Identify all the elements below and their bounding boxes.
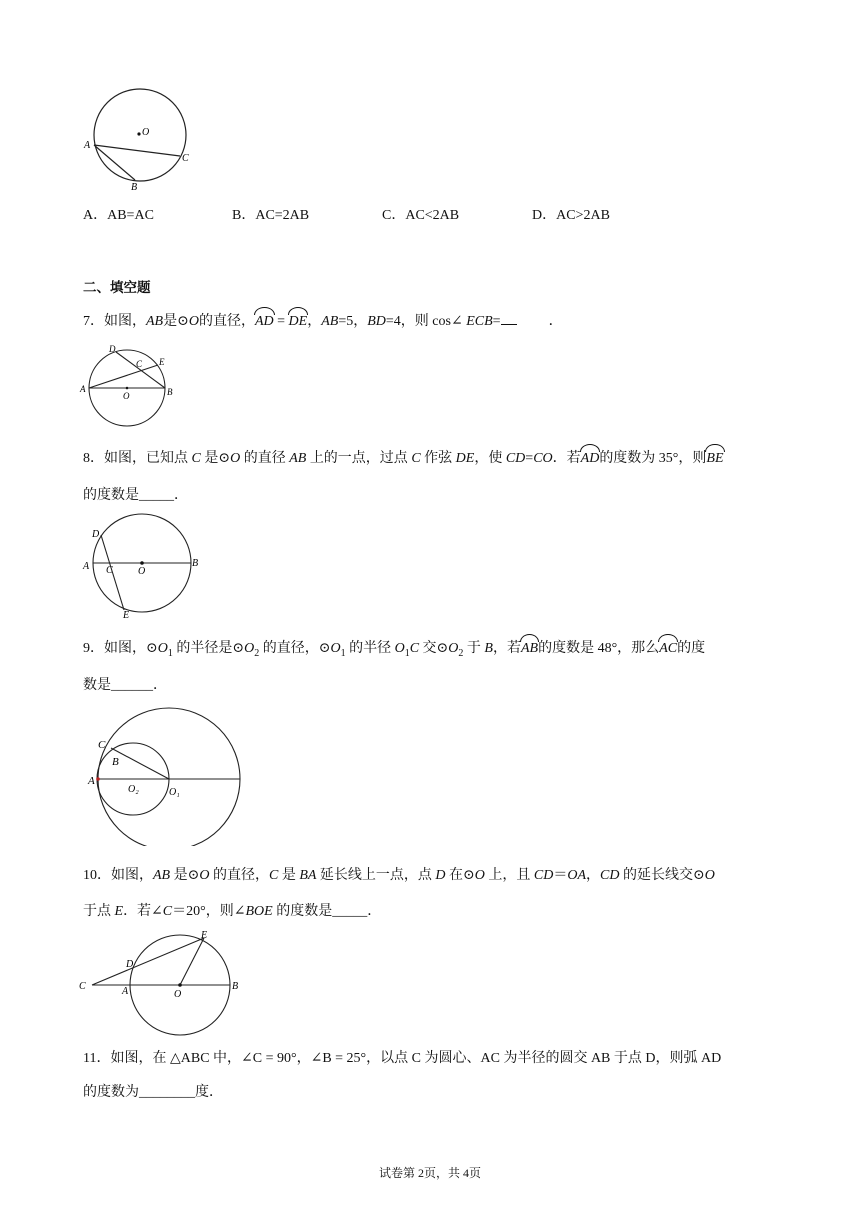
- svg-text:C: C: [136, 359, 143, 369]
- svg-text:O₂: O₂: [128, 784, 139, 795]
- option-d: D．AC>2AB: [532, 208, 610, 223]
- question-11-line1: 11．如图，在 △ABC 中，∠C = 90°，∠B = 25°，以点 C 为圆心、AC 为半径的圆交 AB 于点 D，则弧 AD: [83, 1051, 722, 1066]
- arc-de: DE: [289, 309, 308, 332]
- svg-text:O₁: O₁: [169, 787, 180, 798]
- question-9-line2: 数是______．: [83, 678, 167, 693]
- svg-text:E: E: [159, 357, 165, 367]
- svg-text:B: B: [112, 756, 119, 768]
- figure-q9: [84, 706, 246, 846]
- svg-text:E: E: [201, 930, 208, 941]
- question-9-line1: 9．如图，$⊙O_1$ 的半径是$⊙O_2$ 的直径，$⊙O_1$ 的半径 $O_1C$ 交$⊙O_2$ 于 B，若AB的度数是 48°，那么AC的度: [83, 636, 705, 664]
- fig6-label-C: C: [182, 153, 189, 164]
- svg-text:A: A: [83, 561, 90, 572]
- question-8-line2: 的度数是_____．: [83, 488, 188, 503]
- figure-q8: [78, 512, 208, 622]
- question-8-line1: 8．如图，已知点 C 是⊙O 的直径 AB 上的一点，过点 C 作弦 DE，使 CD=CO．若AD的度数为 35°，则BE: [83, 446, 724, 469]
- svg-text:A: A: [80, 384, 86, 394]
- fig6-label-O: O: [142, 127, 150, 138]
- svg-text:B: B: [232, 981, 239, 992]
- question-11-line2: 的度数为________度．: [83, 1085, 223, 1100]
- figure-q7: [78, 338, 182, 428]
- option-a: A．AB=AC: [83, 208, 154, 223]
- svg-text:C: C: [79, 981, 86, 992]
- fig6-label-B: B: [131, 182, 138, 192]
- svg-text:D: D: [92, 529, 100, 540]
- svg-text:O: O: [174, 989, 182, 1000]
- question-10-line2: 于点 E．若∠C＝20°，则∠BOE 的度数是_____．: [83, 904, 382, 919]
- svg-text:B: B: [192, 558, 199, 569]
- svg-text:D: D: [109, 344, 116, 354]
- answer-blank-7: [501, 310, 517, 325]
- fig6-label-A: A: [84, 140, 91, 151]
- svg-text:A: A: [122, 986, 129, 997]
- svg-text:E: E: [123, 610, 130, 621]
- page-footer: 试卷第 2页，共 4页: [378, 1166, 481, 1180]
- arc-ad: AD: [255, 309, 274, 332]
- section-heading: 二、填空题: [83, 280, 151, 295]
- option-b: B．AC=2AB: [232, 208, 310, 223]
- svg-text:O: O: [123, 391, 130, 401]
- figure-q10: [76, 928, 248, 1038]
- svg-text:B: B: [167, 387, 173, 397]
- figure-q6: [80, 88, 200, 192]
- svg-text:A: A: [88, 775, 95, 787]
- svg-text:C: C: [106, 565, 113, 576]
- option-c: C．AC<2AB: [382, 208, 460, 223]
- svg-text:C: C: [98, 739, 106, 751]
- svg-text:D: D: [126, 959, 134, 970]
- svg-text:O: O: [138, 566, 146, 577]
- question-7-text: 7．如图，AB是⊙O的直径，AD = DE，AB=5，BD=4，则 cos∠ ECB= ．: [83, 309, 563, 332]
- question-10-line1: 10．如图，AB 是⊙O 的直径，C 是 BA 延长线上一点，点 D 在⊙O 上，且 CD＝OA，CD 的延长线交⊙O: [83, 868, 715, 883]
